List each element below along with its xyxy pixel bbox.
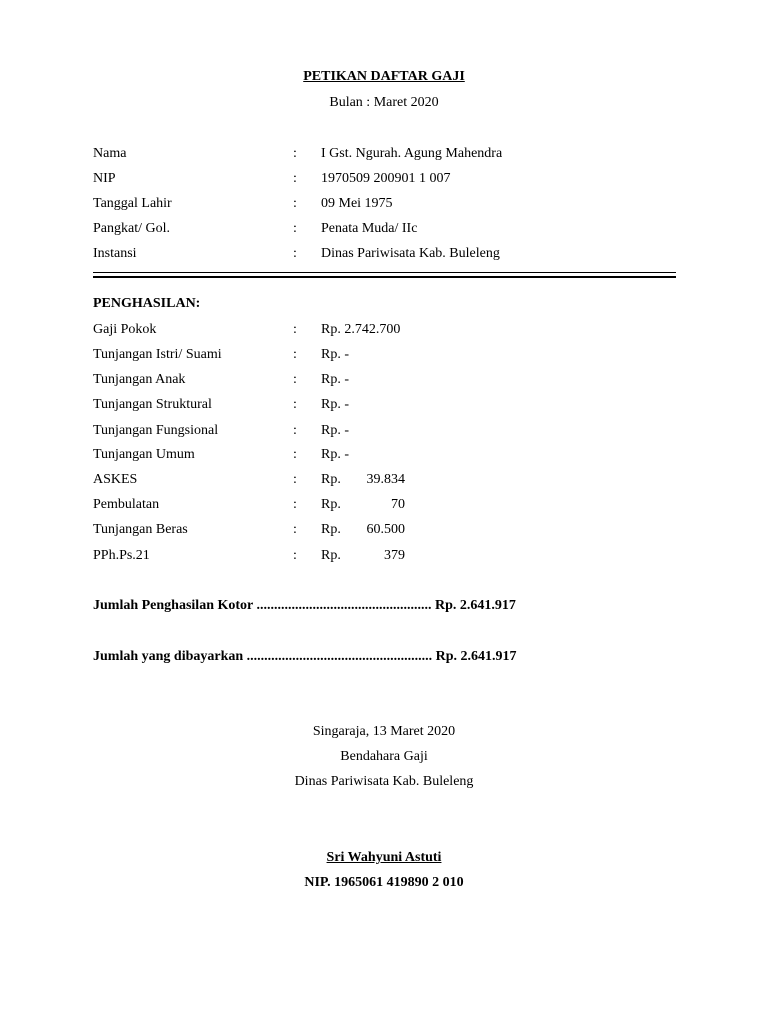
- identity-label: NIP: [93, 171, 116, 186]
- identity-colon: :: [293, 171, 297, 186]
- income-label: PPh.Ps.21: [93, 548, 150, 563]
- identity-colon: :: [293, 246, 297, 261]
- income-colon: :: [293, 447, 297, 462]
- signer-name-line: [0, 849, 768, 867]
- income-value: Rp. 2.742.700: [321, 322, 401, 337]
- identity-label: Tanggal Lahir: [93, 196, 172, 211]
- gross-income-total: Jumlah Penghasilan Kotor .................................................. Rp. 2.641.917: [93, 598, 516, 613]
- signer-role: Bendahara Gaji: [340, 749, 428, 764]
- income-amount: 60.500: [366, 522, 405, 537]
- income-currency: Rp.: [321, 548, 341, 563]
- identity-value: 1970509 200901 1 007: [321, 171, 451, 186]
- document-period: Bulan : Maret 2020: [329, 95, 439, 110]
- identity-label: Nama: [93, 146, 127, 161]
- income-amount: 39.834: [366, 472, 405, 487]
- identity-value: Penata Muda/ IIc: [321, 221, 418, 236]
- income-label: Tunjangan Umum: [93, 447, 195, 462]
- income-label: Tunjangan Struktural: [93, 397, 212, 412]
- identity-label: Instansi: [93, 246, 137, 261]
- income-value: Rp. -: [321, 397, 349, 412]
- income-colon: :: [293, 397, 297, 412]
- income-label: Pembulatan: [93, 497, 160, 512]
- income-amount: 70: [391, 497, 405, 512]
- income-colon: :: [293, 322, 297, 337]
- identity-label: Pangkat/ Gol.: [93, 221, 170, 236]
- divider-line-double: [93, 276, 676, 278]
- signer-name: Sri Wahyuni Astuti: [326, 850, 442, 865]
- income-colon: :: [293, 372, 297, 387]
- income-currency: Rp.: [321, 522, 341, 537]
- income-label: Tunjangan Fungsional: [93, 423, 219, 438]
- income-value: Rp. -: [321, 347, 349, 362]
- signer-nip: NIP. 1965061 419890 2 010: [304, 875, 464, 890]
- identity-value: I Gst. Ngurah. Agung Mahendra: [321, 146, 503, 161]
- place-date: Singaraja, 13 Maret 2020: [312, 724, 456, 739]
- income-value: Rp. -: [321, 423, 349, 438]
- income-heading: PENGHASILAN:: [93, 296, 201, 311]
- identity-colon: :: [293, 221, 297, 236]
- identity-value: Dinas Pariwisata Kab. Buleleng: [321, 246, 500, 261]
- income-value: Rp. -: [321, 447, 349, 462]
- income-value: Rp. -: [321, 372, 349, 387]
- identity-colon: :: [293, 146, 297, 161]
- income-colon: :: [293, 497, 297, 512]
- income-currency: Rp.: [321, 472, 341, 487]
- income-label: Tunjangan Anak: [93, 372, 186, 387]
- divider-line: [93, 272, 676, 273]
- income-colon: :: [293, 548, 297, 563]
- income-currency: Rp.: [321, 497, 341, 512]
- signer-office: Dinas Pariwisata Kab. Buleleng: [294, 774, 474, 789]
- income-amount: 379: [384, 548, 405, 563]
- identity-colon: :: [293, 196, 297, 211]
- income-colon: :: [293, 423, 297, 438]
- income-colon: :: [293, 522, 297, 537]
- income-colon: :: [293, 472, 297, 487]
- income-label: Tunjangan Istri/ Suami: [93, 347, 222, 362]
- income-label: Tunjangan Beras: [93, 522, 188, 537]
- income-label: Gaji Pokok: [93, 322, 157, 337]
- income-colon: :: [293, 347, 297, 362]
- paid-amount-total: Jumlah yang dibayarkan ..................................................... Rp. 2.641.917: [93, 649, 517, 664]
- identity-value: 09 Mei 1975: [321, 196, 393, 211]
- document-title: PETIKAN DAFTAR GAJI: [303, 69, 465, 84]
- income-label: ASKES: [93, 472, 138, 487]
